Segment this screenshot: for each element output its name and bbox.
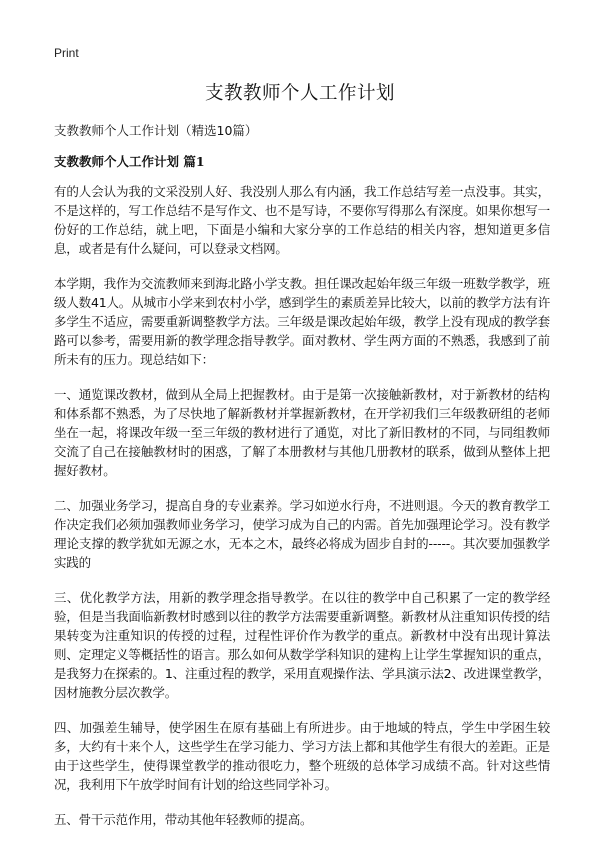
paragraph-point-3: 三、优化教学方法，用新的教学理念指导教学。在以往的教学中自己积累了一定的教学经验，但是当我面临新教材时感到以往的教学方法需要重新调整。新教材从注重知识传授的结果转变为注重知识的传授的过程，过程性评价作为教学的重点。新教材中没有出现计算法则、定理定义等概括性的语言。那么如何从数学学科知识的建构上让学生掌握知识的重点，是我努力在探索的。1、注重过程的教学，采用直观操作法、学具演示法2、改进课堂教学，因材施教分层次教学。 [54,590,550,700]
document-body [54,182,550,845]
paragraph-intro: 有的人会认为我的文采没别人好、我没别人那么有内涵，我工作总结写差一点没事。其实，不是这样的，写工作总结不是写作文、也不是写诗，不要你写得那么有深度。如果你想写一份好的工作总结，就上吧，下面是小编和大家分享的工作总结的相关内容，想知道更多信息，或者是有什么疑问，可以登录文档网。 [54,184,550,256]
document-title: 支教教师个人工作计划 [204,83,395,104]
print-label[interactable]: Print [54,46,79,60]
paragraph-point-1: 一、通览课改教材，做到从全局上把握教材。由于是第一次接触新教材，对于新教材的结构和体系都不熟悉，为了尽快地了解新教材并掌握新教材，在开学初我们三年级教研组的老师坐在一起，将课改年级一至三年级的教材进行了通览，对比了新旧教材的不同，与同组教师交流了自己在接触教材时的困惑，了解了本册教材与其他几册教材的联系，做到从整体上把握好教材。 [54,387,550,478]
paragraph-overview: 本学期，我作为交流教师来到海北路小学支教。担任课改起始年级三年级一班数学教学，班级人数41人。从城市小学来到农村小学，感到学生的素质差异比较大，以前的教学方法有许多学生不适应，需要重新调整教学方法。三年级是课改起始年级，教学上没有现成的教学套路可以参考，需要用新的教学理念指导教学。面对教材、学生两方面的不熟悉，我感到了前所未有的压力。现总结如下： [54,276,550,367]
paragraph-point-5: 五、骨干示范作用，带动其他年轻教师的提高。 [54,812,313,827]
paragraph-point-2: 二、加强业务学习，提高自身的专业素养。学习如逆水行舟，不进则退。今天的教育教学工作决定我们必须加强教师业务学习，使学习成为自己的内需。首先加强理论学习。没有教学理论支撑的教学犹如无源之水，无本之木，最终必将成为固步自封的-----。其次要加强教学实践的 [54,498,550,570]
paragraph-point-4: 四、加强差生辅导，使学困生在原有基础上有所进步。由于地域的特点，学生中学困生较多，大约有十来个人，这些学生在学习能力、学习方法上都和其他学生有很大的差距。正是由于这些学生，使得课堂教学的推动很吃力，整个班级的总体学习成绩不高。针对这些情况，我利用下午放学时间有计划的给这些同学补习。 [54,720,550,792]
document-subtitle: 支教教师个人工作计划（精选10篇） [54,123,258,138]
section-heading: 支教教师个人工作计划 篇1 [54,154,205,169]
